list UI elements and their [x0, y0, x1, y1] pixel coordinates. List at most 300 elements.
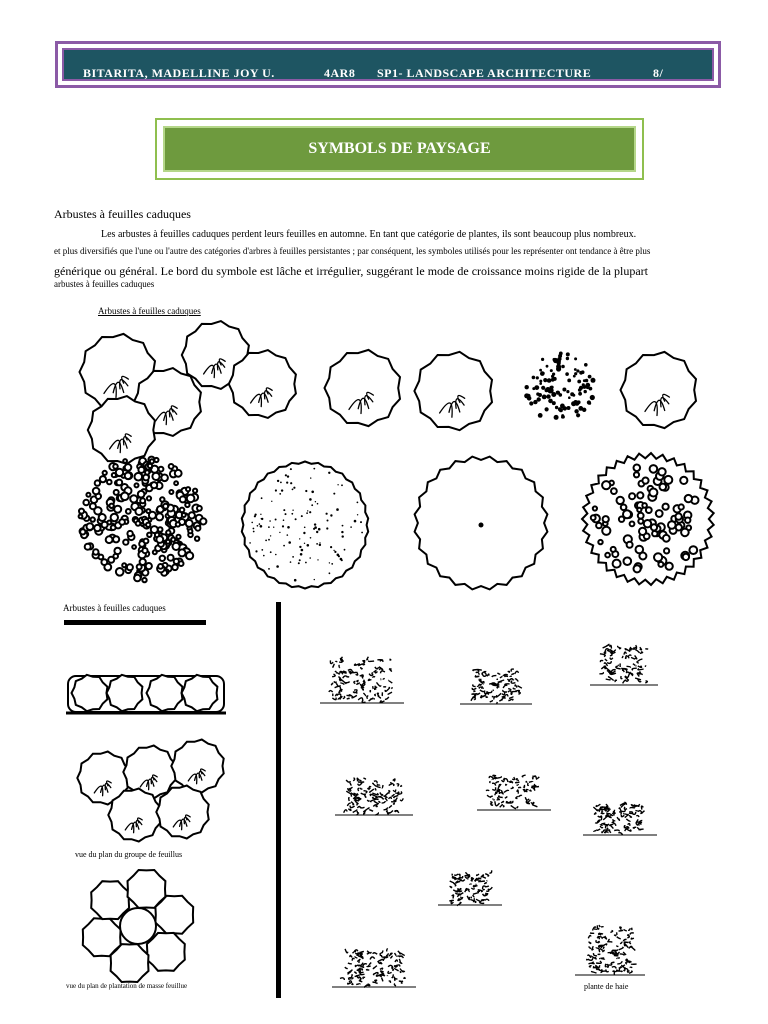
plan-symbol-leaf [644, 520, 651, 527]
plan-symbol-bubble [146, 523, 150, 527]
plan-symbol-leaf [658, 562, 663, 567]
plan-symbol-leaf [683, 554, 689, 560]
plan-symbol-stipple [306, 512, 308, 514]
plan-symbol-bubble [86, 493, 90, 497]
plan-symbol-stipple [360, 521, 362, 523]
plan-symbol-leaf [638, 513, 644, 519]
plan-symbol-leaf [664, 476, 672, 484]
plan-symbol-stipple [315, 501, 316, 502]
plan-symbol-stipple [253, 528, 255, 530]
plan-symbol-leaf [627, 542, 633, 548]
plan-symbol-stipple [277, 480, 279, 482]
plan-symbol-dot [562, 388, 566, 392]
plan-symbol-leaf [676, 524, 682, 530]
plan-symbol-bubble [121, 493, 129, 501]
plan-symbol-bubble [93, 549, 98, 554]
plan-symbol-leaf [689, 546, 697, 554]
plan-symbol-stipple [294, 579, 297, 582]
plan-symbol-leaf [679, 504, 684, 509]
plan-symbol-stipple [259, 523, 261, 525]
plan-symbol-dot [536, 376, 539, 379]
plan-symbol-leaf [666, 563, 673, 570]
plan-symbol-dot [525, 385, 529, 389]
plan-symbol-stipple [299, 538, 300, 539]
section-heading: Arbustes à feuilles caduques [54, 207, 191, 221]
plan-symbol-stipple [341, 559, 343, 561]
plan-symbol-dot [591, 378, 596, 383]
group-plan-circle [171, 740, 223, 793]
plan-symbol-bubble [186, 487, 190, 491]
plan-symbol-leaf [658, 468, 665, 475]
plan-symbol-stipple [327, 520, 329, 522]
plan-symbol-bubble [197, 506, 202, 511]
plan-symbol-stipple [329, 572, 331, 574]
plan-symbol-bubble [174, 481, 178, 485]
plan-symbol-bubble [160, 556, 165, 561]
plan-symbol-bubble [150, 459, 154, 463]
plan-symbol-stipple [344, 549, 346, 551]
plan-symbol-dot [542, 395, 547, 400]
plan-symbol-stipple [338, 555, 340, 557]
plan-symbol-dot [551, 378, 555, 382]
plan-symbol-bubble [175, 470, 182, 477]
plan-symbol-dot [539, 382, 542, 385]
elevation-shrub-scribble [587, 925, 637, 974]
plan-symbol-stipple [307, 510, 308, 511]
plan-symbol-bubble [114, 506, 121, 513]
plan-symbol-stipple [275, 519, 277, 521]
plan-symbol-bubble [166, 540, 170, 544]
plan-symbol-bubble [147, 496, 151, 500]
plan-symbol-stipple [316, 543, 318, 545]
plan-symbol-bubble [186, 552, 193, 559]
plan-symbol-leaf [637, 492, 643, 498]
plan-symbol-stipple [310, 477, 311, 478]
plan-symbol-bubble [114, 490, 119, 495]
elevation-shrub-1 [320, 657, 404, 703]
plan-symbol-leaf [598, 540, 602, 544]
plan-symbol-bubble [152, 473, 159, 480]
plan-symbol-leaf [681, 529, 689, 537]
mass-plan-center [120, 908, 156, 944]
hedge-elevation-shrub [182, 675, 218, 711]
paragraph-line-1: Les arbustes à feuilles caduques perdent leurs feuilles en automne. En tant que catégorie de plantes, ils sont beaucoup plus nombreux. [101, 229, 637, 240]
plan-symbol-leaf [642, 478, 648, 484]
plan-symbol-bubble [85, 544, 91, 550]
header-author: BITARITA, MADELLINE JOY U. [83, 66, 275, 80]
plan-symbol-dot [578, 392, 582, 396]
plan-symbol-dot [562, 415, 565, 418]
plan-symbol-bubble [112, 473, 116, 477]
plan-symbol-dot [561, 365, 565, 369]
plan-symbol-leaf [685, 518, 690, 523]
plan-symbol-stipple [268, 568, 270, 570]
plan-symbol-stipple [361, 532, 363, 534]
plan-symbol-bubble [169, 490, 173, 494]
plan-symbol-leaf [605, 553, 610, 558]
plan-symbol-stipple [313, 468, 315, 470]
plan-symbol-bubble [144, 539, 149, 544]
plan-symbol-bubble [176, 535, 180, 539]
plan-symbol-dot [565, 372, 569, 376]
plan-symbol-leaf [624, 557, 632, 565]
plan-symbol-bubble [151, 526, 158, 533]
plan-symbol-dot [538, 413, 543, 418]
plan-symbol-stipple [311, 491, 314, 494]
plan-symbol-leaf [630, 522, 635, 527]
plan-symbol-stipple [314, 523, 316, 525]
plan-symbol-bubble [109, 504, 113, 508]
plan-symbol-dot [576, 369, 579, 372]
plan-symbol-swirl [621, 352, 697, 428]
plan-symbol-stipple [270, 551, 272, 553]
caption-group-plan: vue du plan du groupe de feuillus [75, 850, 183, 859]
hedge-elevation-shrub [72, 675, 108, 711]
plan-symbol-leaf [621, 505, 627, 511]
plan-symbol-stipple [336, 508, 339, 511]
plan-symbol-bubble [138, 491, 145, 498]
plan-symbol-stipple [288, 541, 291, 544]
plan-symbol-dot [567, 379, 571, 383]
plan-symbol-leaf [613, 560, 621, 568]
plan-symbol-bubble [79, 515, 83, 519]
plan-symbol-dot [542, 372, 545, 375]
plan-symbol-stipple [279, 493, 281, 495]
plan-symbol-stipple [261, 549, 263, 551]
plan-symbol-dot [549, 388, 554, 393]
plan-symbol-stipple [271, 501, 272, 502]
plan-symbol-leaf [639, 528, 646, 535]
figure-label-top: Arbustes à feuilles caduques [98, 306, 201, 316]
plan-symbol-dot [537, 397, 541, 401]
plan-symbol-bubble [113, 536, 119, 542]
plan-symbol-stipple [269, 520, 271, 522]
plan-symbol-stipple [303, 532, 305, 534]
plan-symbol-dot [572, 394, 575, 397]
plan-symbol-dot [562, 407, 565, 410]
plan-symbol-bubble [142, 578, 146, 582]
plan-symbol-stipple [304, 527, 306, 529]
plan-symbol-bubble [83, 500, 89, 506]
plan-symbol-stipple [309, 557, 311, 559]
plan-symbol-stipple [268, 539, 270, 541]
plan-symbol-dot [566, 390, 569, 393]
plan-symbol-dot [574, 368, 577, 371]
mass-plan-petal [128, 870, 166, 908]
plan-symbol-leaf [602, 527, 610, 535]
plan-symbol-dot [527, 396, 532, 401]
plan-symbol-bubble [134, 575, 141, 582]
mass-plan-petal [147, 933, 185, 971]
plan-symbol-leaf [638, 519, 643, 524]
plan-symbol-stipple [285, 474, 287, 476]
plan-symbol-bubble [125, 473, 132, 480]
plan-symbol-leaf [611, 547, 616, 552]
plan-symbol-dot [534, 385, 539, 390]
plan-symbol-bubble [182, 513, 186, 517]
plan-symbol-dot [559, 393, 563, 397]
plan-symbol-bubble [113, 554, 118, 559]
plan-symbol-bubble [137, 564, 142, 569]
plan-symbol-leaf [611, 488, 617, 494]
plan-symbol-bubble [188, 529, 192, 533]
elevation-shrub-scribble [599, 644, 648, 683]
paragraph-line-4: arbustes à feuilles caduques [54, 279, 155, 289]
plan-symbol-dot [588, 402, 591, 405]
header-course: SP1- LANDSCAPE ARCHITECTURE [377, 66, 592, 80]
plan-symbol-bubble [130, 495, 137, 502]
plan-symbol-bubble [156, 513, 163, 520]
plan-symbol-dot [559, 352, 563, 356]
hedge-elevation-shrub [107, 675, 143, 711]
plan-symbol-dot [584, 363, 588, 367]
plan-symbol-stipple [341, 484, 343, 486]
plan-symbol-leaf [685, 495, 692, 502]
plan-symbol-bubble [127, 531, 132, 536]
plan-symbol-bubble [132, 545, 136, 549]
plan-symbol-bubble [166, 530, 170, 534]
plan-symbol-stipple [330, 546, 332, 548]
plan-symbol-dot [567, 406, 571, 410]
plan-symbol-stipple [255, 550, 257, 552]
plan-symbol-dot [568, 396, 571, 399]
plan-symbol-dot [579, 386, 583, 390]
plan-symbol-dot [583, 385, 587, 389]
plan-symbol-leaf [654, 553, 662, 561]
elevation-shrub-scribble [486, 775, 539, 809]
plan-symbol-dot [539, 369, 542, 372]
plan-symbol-stipple [265, 540, 267, 542]
plan-symbol-dot [586, 386, 589, 389]
plan-symbol-bubble [116, 480, 122, 486]
plan-symbol-bubble [161, 475, 168, 482]
plan-symbol-stipple [249, 542, 251, 544]
plan-symbol-stipple [282, 525, 284, 527]
plan-symbol-bubble [187, 495, 195, 503]
plan-symbol-dot [589, 387, 593, 391]
mass-plan-petal [91, 881, 129, 919]
plan-symbol-dot [571, 401, 576, 406]
plan-symbol-bubble [99, 514, 106, 521]
plan-symbol-bubble [142, 548, 147, 553]
plan-symbol-bubble [151, 482, 157, 488]
plan-symbol-bubble [172, 565, 178, 571]
plan-symbol-leaf [629, 493, 635, 499]
plan-symbol-stipple [251, 522, 253, 524]
plan-symbol-stipple [301, 549, 304, 552]
plan-symbol-stipple [283, 509, 285, 511]
plan-symbol-leaf [656, 510, 663, 517]
plan-symbol-stipple [279, 532, 280, 533]
plan-symbol-stipple [350, 526, 352, 528]
plan-symbol-bubble [102, 522, 108, 528]
plan-symbol-bubble [173, 543, 180, 550]
elevation-shrub-3 [590, 644, 658, 685]
plan-symbol-leaf [650, 465, 658, 473]
plan-symbol-leaf [634, 565, 641, 572]
caption-hedge: plante de haie [584, 982, 629, 991]
plan-symbol-stipple [317, 559, 318, 560]
plan-symbol-dot [529, 401, 533, 405]
plan-symbol-bubble [193, 489, 197, 493]
plan-symbol-leaf [617, 497, 624, 504]
plan-symbol-dot [538, 393, 542, 397]
plan-symbol-bubble [195, 526, 200, 531]
plan-symbol-stipple [354, 520, 357, 523]
plan-symbol-stipple [281, 489, 283, 491]
elevation-shrub-4 [335, 778, 413, 815]
plan-symbol-bubble [107, 480, 112, 485]
plan-symbol-stipple [260, 525, 263, 528]
plan-symbol-dot [576, 413, 580, 417]
group-plan-symbol [77, 740, 223, 842]
plan-symbol-scalloped [325, 350, 401, 426]
figure-label-middle: Arbustes à feuilles caduques [63, 603, 166, 613]
header-section: 4AR8 [324, 66, 356, 80]
plan-symbol-stipple [299, 559, 301, 561]
plan-symbol-leaf [591, 515, 596, 520]
paragraph-line-3: générique ou général. Le bord du symbole est lâche et irrégulier, suggérant le mode de croissance moins rigide de la plupart [54, 264, 648, 278]
plan-symbol-dot [585, 379, 589, 383]
plan-symbol-dot [556, 391, 559, 394]
plan-symbol-stipple [331, 563, 333, 565]
plan-symbol-stipple [357, 502, 359, 504]
plan-symbol-stipple [357, 514, 358, 515]
plan-symbol-dot [532, 376, 536, 380]
plan-symbol-bubble [100, 476, 106, 482]
plan-symbol-stipple [316, 531, 318, 533]
plan-symbol-stipple [301, 515, 303, 517]
plan-symbol-bubble [147, 533, 151, 537]
plan-symbol-dot [545, 407, 549, 411]
plan-symbol-dot [539, 380, 542, 383]
plan-symbol-bubble [127, 564, 133, 570]
hedge-plant-elevation [575, 925, 645, 975]
plan-symbol-stipple [290, 482, 292, 484]
plan-symbol-stipple [342, 535, 344, 537]
plan-symbol-dot [546, 365, 549, 368]
plan-symbol-dot [546, 394, 550, 398]
hedge-elevation-shrub [147, 675, 183, 711]
plan-symbol-stipple [329, 562, 330, 563]
plan-symbol-stipple [275, 489, 277, 491]
plan-symbol-dot [574, 357, 577, 360]
plan-symbol-stipple [311, 504, 313, 506]
plan-symbol-dot [541, 358, 544, 361]
plan-symbol-bubble [176, 522, 180, 526]
plan-symbol-dot [574, 372, 577, 375]
header-page-number: 8/ [653, 66, 664, 80]
plan-symbol-stipple [268, 526, 270, 528]
plan-symbol-leaf [663, 535, 670, 542]
plan-symbol-dot [545, 388, 549, 392]
plan-symbol-leaf [634, 465, 641, 472]
plan-symbol-stipple [292, 489, 294, 491]
plan-symbol-bubble [136, 521, 141, 526]
plan-symbol-stipple [318, 528, 321, 531]
mass-plan-symbol [83, 870, 193, 982]
plan-symbol-leaf [664, 548, 669, 553]
plan-symbol-bubble [119, 519, 125, 525]
plan-symbol-stipple [304, 543, 305, 544]
plan-symbol-stipple [333, 550, 334, 551]
plan-symbol-stipple [295, 518, 297, 520]
plan-symbol-bubble [101, 559, 107, 565]
plan-symbol-stippled [242, 462, 368, 589]
plan-symbol-bubble [158, 564, 163, 569]
plan-symbol-center-dot [479, 523, 484, 528]
plan-symbol-stipple [300, 553, 303, 556]
hedge-elevation-symbol [66, 675, 226, 713]
plan-symbol-dot [590, 395, 595, 400]
elevation-shrub-scribble [344, 778, 404, 815]
plan-symbol-dot [581, 370, 585, 374]
plan-symbol-stipple [337, 484, 338, 485]
plan-symbol-bubble [94, 525, 100, 531]
plan-symbol-stipple [260, 514, 261, 515]
plan-symbol-bubble [126, 509, 131, 514]
page-title: SYMBOLS DE PAYSAGE [308, 140, 491, 157]
plan-symbol-dot [552, 401, 556, 405]
plan-symbol-dot [557, 360, 561, 364]
plan-symbol-stipple [287, 534, 289, 536]
plan-symbol-bubble [135, 483, 139, 487]
plan-symbol-bubble [200, 518, 206, 524]
elevation-shrub-scribble [593, 802, 644, 835]
mass-plan-petal [83, 918, 121, 956]
plan-symbol-stipple [317, 503, 319, 505]
plan-symbol-stipple [309, 511, 311, 513]
plan-symbol-stipple [253, 531, 255, 533]
elevation-shrub-7 [438, 870, 502, 905]
plan-symbol-stipple [290, 468, 292, 470]
plan-symbols-row-1 [325, 350, 697, 430]
plan-symbol-bubble [179, 549, 186, 556]
plan-symbol-stipple [333, 493, 335, 495]
plan-symbol-leaf [623, 510, 631, 518]
plan-symbol-bubble [125, 464, 132, 471]
plan-symbol-stipple [326, 527, 328, 529]
plan-symbol-bubble [179, 561, 184, 566]
elevation-shrub-8 [332, 948, 416, 987]
plan-symbol-dot [547, 378, 552, 383]
plan-symbol-stipple [275, 554, 277, 556]
plan-symbol-dot [584, 390, 587, 393]
plan-symbol-bubble [145, 470, 149, 474]
plan-symbol-stipple [257, 525, 259, 527]
plan-symbol-stipple [342, 525, 344, 527]
plan-symbol-bubble [123, 459, 127, 463]
plan-symbol-stipple [261, 518, 262, 519]
plan-symbol-bubble [79, 509, 84, 514]
plan-symbol-stipple [290, 561, 292, 563]
plan-symbol-bubble [122, 563, 126, 567]
plan-symbol-stipple [326, 513, 328, 515]
plan-symbol-stipple [298, 562, 300, 564]
plan-symbol-bubble [91, 517, 95, 521]
plan-symbol-leaf [634, 472, 639, 477]
plan-symbol-bubble [95, 480, 100, 485]
plan-symbol-bubble [186, 520, 193, 527]
plan-symbol-stipple [276, 565, 279, 568]
plan-symbol-dot [550, 369, 553, 372]
plan-symbol-wavy [414, 352, 492, 430]
plan-symbol-bubble [195, 537, 199, 541]
plan-symbol-stipple [287, 526, 290, 529]
plan-symbol-bubble [168, 555, 174, 561]
plan-symbol-stipple [299, 546, 301, 548]
elevation-shrub-5 [477, 775, 551, 810]
